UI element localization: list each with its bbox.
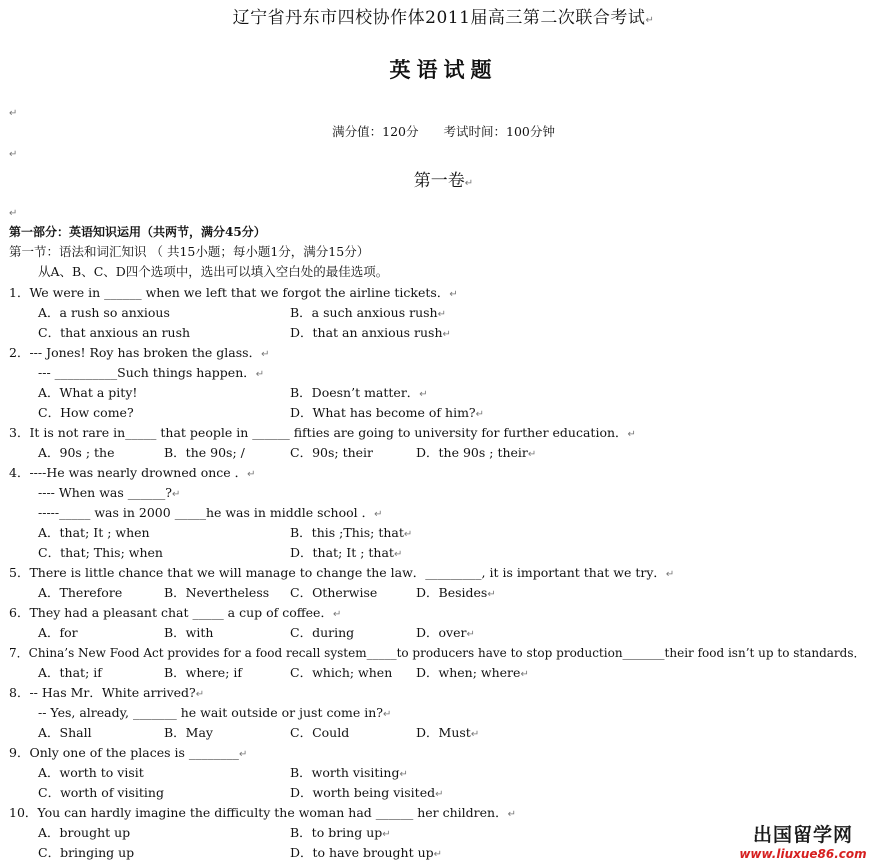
option-d[interactable]: D．Must↵ [416, 725, 480, 740]
question-10-stem: 10．You can hardly imagine the difficulty the woman had ______ her children．↵ [9, 805, 516, 820]
volume-heading: 第一卷↵ [413, 171, 474, 191]
question-1-stem: 1．We were in ______ when we left that we forgot the airline tickets．↵ [9, 285, 458, 300]
option-c[interactable]: C．Otherwise [290, 585, 378, 600]
option-b[interactable]: B．this ;This; that↵ [290, 525, 413, 540]
option-b[interactable]: B．to bring up↵ [290, 825, 391, 840]
option-d[interactable]: D．to have brought up↵ [290, 845, 443, 860]
subject-title: 英语试题 [389, 57, 498, 82]
option-a[interactable]: A．for [38, 625, 78, 640]
option-c[interactable]: C．Could [290, 725, 350, 740]
score-info: 满分值：120分 考试时间：100分钟 [332, 124, 555, 139]
section-heading: 第一节：语法和词汇知识 （ 共15小题；每小题1分，满分15分） [9, 244, 370, 259]
question-3-stem: 3．It is not rare in_____ that people in ______ fifties are going to university for further education．↵ [9, 425, 636, 440]
instruction: 从A、B、C、D四个选项中，选出可以填入空白处的最佳选项。 [38, 264, 389, 279]
option-b[interactable]: B．worth visiting↵ [290, 765, 408, 780]
exam-title: 辽宁省丹东市四校协作体2011届高三第二次联合考试↵ [232, 8, 655, 28]
watermark-name: 出国留学网 [752, 824, 853, 846]
option-a[interactable]: A．Therefore [38, 585, 123, 600]
option-b[interactable]: B．Doesn’t matter．↵ [290, 385, 428, 400]
question-7-stem: 7．China’s New Food Act provides for a food recall system_____to producers have to stop production_______their food isn’t up to standards． [9, 646, 866, 660]
option-c[interactable]: C．that anxious an rush [38, 325, 191, 340]
question-9-stem: 9．Only one of the places is ________↵ [9, 745, 248, 760]
option-c[interactable]: C．90s; their [290, 445, 374, 460]
site-watermark [728, 820, 878, 861]
option-b[interactable]: B．the 90s; / [164, 445, 245, 460]
question-4-line-2: ---- When was ______?↵ [38, 485, 181, 500]
option-b[interactable]: B．where; if [164, 665, 243, 680]
option-a[interactable]: A．that; It ; when [38, 525, 150, 540]
question-5-stem: 5．There is little chance that we will manage to change the law．_________, it is important that we try．↵ [9, 565, 675, 580]
option-d[interactable]: D．that an anxious rush↵ [290, 325, 451, 340]
option-b[interactable]: B．a such anxious rush↵ [290, 305, 446, 320]
option-d[interactable]: D．over↵ [416, 625, 475, 640]
option-c[interactable]: C．which; when [290, 665, 393, 680]
option-a[interactable]: A．brought up [38, 825, 131, 840]
option-d[interactable]: D．when; where↵ [416, 665, 529, 680]
option-d[interactable]: D．worth being visited↵ [290, 785, 444, 800]
option-d[interactable]: D．the 90s ; their↵ [416, 445, 537, 460]
question-8-stem: 8．-- Has Mr．White arrived?↵ [9, 685, 205, 700]
option-a[interactable]: A．What a pity! [38, 385, 138, 400]
option-b[interactable]: B．May [164, 725, 213, 740]
option-a[interactable]: A．Shall [38, 725, 92, 740]
option-c[interactable]: C．worth of visiting [38, 785, 164, 800]
option-d[interactable]: D．that; It ; that↵ [290, 545, 403, 560]
option-c[interactable]: C．How come? [38, 405, 134, 420]
question-6-stem: 6．They had a pleasant chat _____ a cup of coffee．↵ [9, 605, 342, 620]
option-c[interactable]: C．during [290, 625, 355, 640]
option-a[interactable]: A．worth to visit [38, 765, 144, 780]
option-c[interactable]: C．that; This; when [38, 545, 163, 560]
part-heading: 第一部分：英语知识运用（共两节，满分45分） [9, 225, 266, 239]
question-2-reply: --- __________Such things happen．↵ [38, 365, 265, 380]
question-4-stem: 4．----He was nearly drowned once ．↵ [9, 465, 256, 480]
option-a[interactable]: A．a rush so anxious [38, 305, 170, 320]
exam-page: 辽宁省丹东市四校协作体2011届高三第二次联合考试↵ 英语试题 ↵ 满分值：120分 考试时间：100分钟 ↵ 第一卷↵ ↵ 第一部分：英语知识运用（共两节，满分45分） 第一节：语法和词汇知识 （ 共15小题；每小题1分，满分15分） 从A、B、C、D四个选项中，选出可以填入空白处的最佳选项。 1．We were in ______ when we left that we forgot the airline tickets．↵ A．a rush so anxious B．a such anxious rush↵ C．that anxious an rush D．that an anxious rush↵ 2．--- Jones! Roy has broken the glass．↵ --- __________Such things happen．↵ A．What a pity! B．Doesn’t matter．↵ C．How come? D．What has become of him?↵ 3．It is not rare in_____ that people in ______ fifties are going to university for further education．↵ A．90s ; the B．the 90s; / C．90s; their D．the 90s ; their↵ 4．----He was nearly drowned once ．↵ ---- When was ______?↵ -----_____ was in 2000 _____he was in middle school ．↵ A．that; It ; when B．this ;This; that↵ C．that; This; when D．that; It ; that↵ 5．There is little chance that we will manage to change the law．_________, it is important that we try．↵ A．Therefore B．Nevertheless C．Otherwise D．Besides↵ 6．They had a pleasant chat _____ a cup of coffee．↵ A．for B．with C．during D．over↵ 7．China’s New Food Act provides for a food recall system_____to producers have to stop production_______their food isn’t up to standards． A．that; if B．where; if C．which; when D．when; where↵ 8．-- Has Mr．White arrived?↵ -- Yes, already, _______ he wait outside or just come in?↵ A．Shall B．May C．Could D．Must↵ 9．Only one of the places is ________↵ A．worth to visit B．worth visiting↵ C．worth of visiting D．worth being visited↵ 10．You can hardly imagine the difficulty the woman had ______ her children．↵ A．brought up B．to bring up↵ C．bringing up D．to have brought up↵ 出国留学网 www.liuxue86.com [0, 0, 887, 861]
option-a[interactable]: A．90s ; the [38, 445, 115, 460]
option-c[interactable]: C．bringing up [38, 845, 135, 860]
question-4-line-3: -----_____ was in 2000 _____he was in middle school ．↵ [38, 505, 383, 520]
question-2-stem: 2．--- Jones! Roy has broken the glass．↵ [9, 345, 270, 360]
watermark-url: www.liuxue86.com [739, 847, 867, 861]
question-8-reply: -- Yes, already, _______ he wait outside or just come in?↵ [38, 705, 392, 720]
option-b[interactable]: B．Nevertheless [164, 585, 270, 600]
option-d[interactable]: D．What has become of him?↵ [290, 405, 485, 420]
option-d[interactable]: D．Besides↵ [416, 585, 496, 600]
option-a[interactable]: A．that; if [38, 665, 102, 680]
option-b[interactable]: B．with [164, 625, 214, 640]
